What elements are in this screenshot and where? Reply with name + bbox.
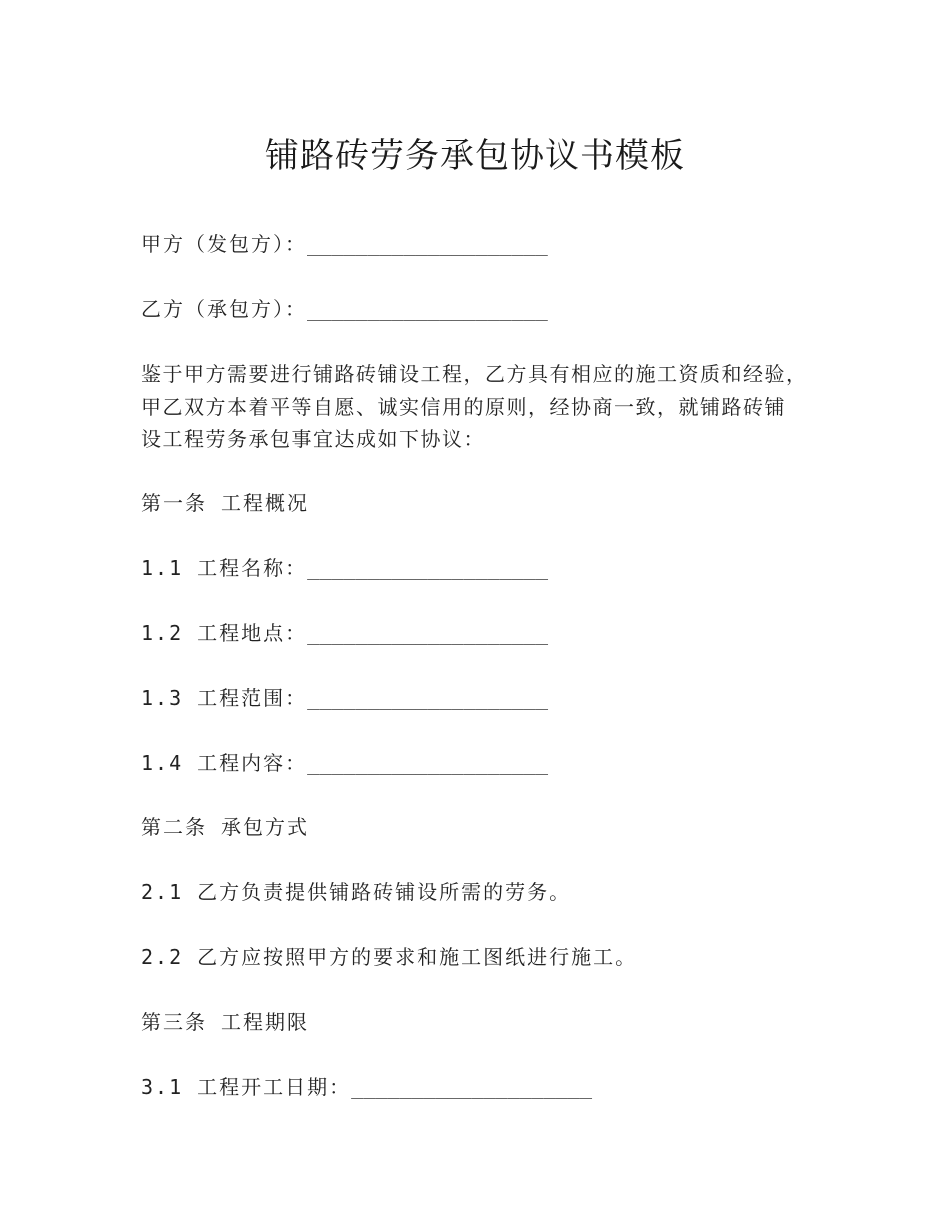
item-blank: ____________________	[351, 1075, 592, 1099]
item-blank: ____________________	[307, 556, 548, 580]
party-b-label: 乙方（承包方）：	[141, 297, 307, 321]
article-1-heading: 第一条 工程概况	[141, 491, 310, 515]
article-2-item-2: 2.2 乙方应按照甲方的要求和施工图纸进行施工。	[141, 945, 638, 969]
item-label: 1.4 工程内容：	[141, 751, 308, 775]
article-1-item-4	[141, 749, 548, 777]
preamble-line-3: 设工程劳务承包事宜达成如下协议：	[141, 427, 485, 451]
article-3-heading: 第三条 工程期限	[141, 1010, 310, 1034]
item-label: 1.2 工程地点：	[141, 621, 308, 645]
article-1-item-1	[141, 554, 548, 582]
preamble-paragraph	[141, 358, 841, 456]
item-label: 3.1 工程开工日期：	[141, 1075, 352, 1099]
preamble-line-1: 鉴于甲方需要进行铺路砖铺设工程，乙方具有相应的施工资质和经验，	[141, 362, 808, 386]
item-label: 1.1 工程名称：	[141, 556, 308, 580]
article-3-item-1	[141, 1073, 592, 1101]
item-blank: ____________________	[307, 621, 548, 645]
article-1-item-3	[141, 684, 548, 712]
document-title: 铺路砖劳务承包协议书模板	[265, 136, 685, 176]
party-b-blank: ____________________	[307, 297, 548, 321]
article-2-heading: 第二条 承包方式	[141, 815, 310, 839]
item-label: 1.3 工程范围：	[141, 686, 308, 710]
party-a-line	[141, 230, 548, 258]
party-a-label: 甲方（发包方）：	[141, 232, 307, 256]
party-a-blank: ____________________	[307, 232, 548, 256]
item-blank: ____________________	[307, 751, 548, 775]
article-1-item-2	[141, 619, 548, 647]
item-blank: ____________________	[307, 686, 548, 710]
preamble-line-2: 甲乙双方本着平等自愿、诚实信用的原则，经协商一致，就铺路砖铺	[141, 394, 786, 419]
party-b-line	[141, 295, 548, 323]
article-2-item-1: 2.1 乙方负责提供铺路砖铺设所需的劳务。	[141, 880, 572, 904]
